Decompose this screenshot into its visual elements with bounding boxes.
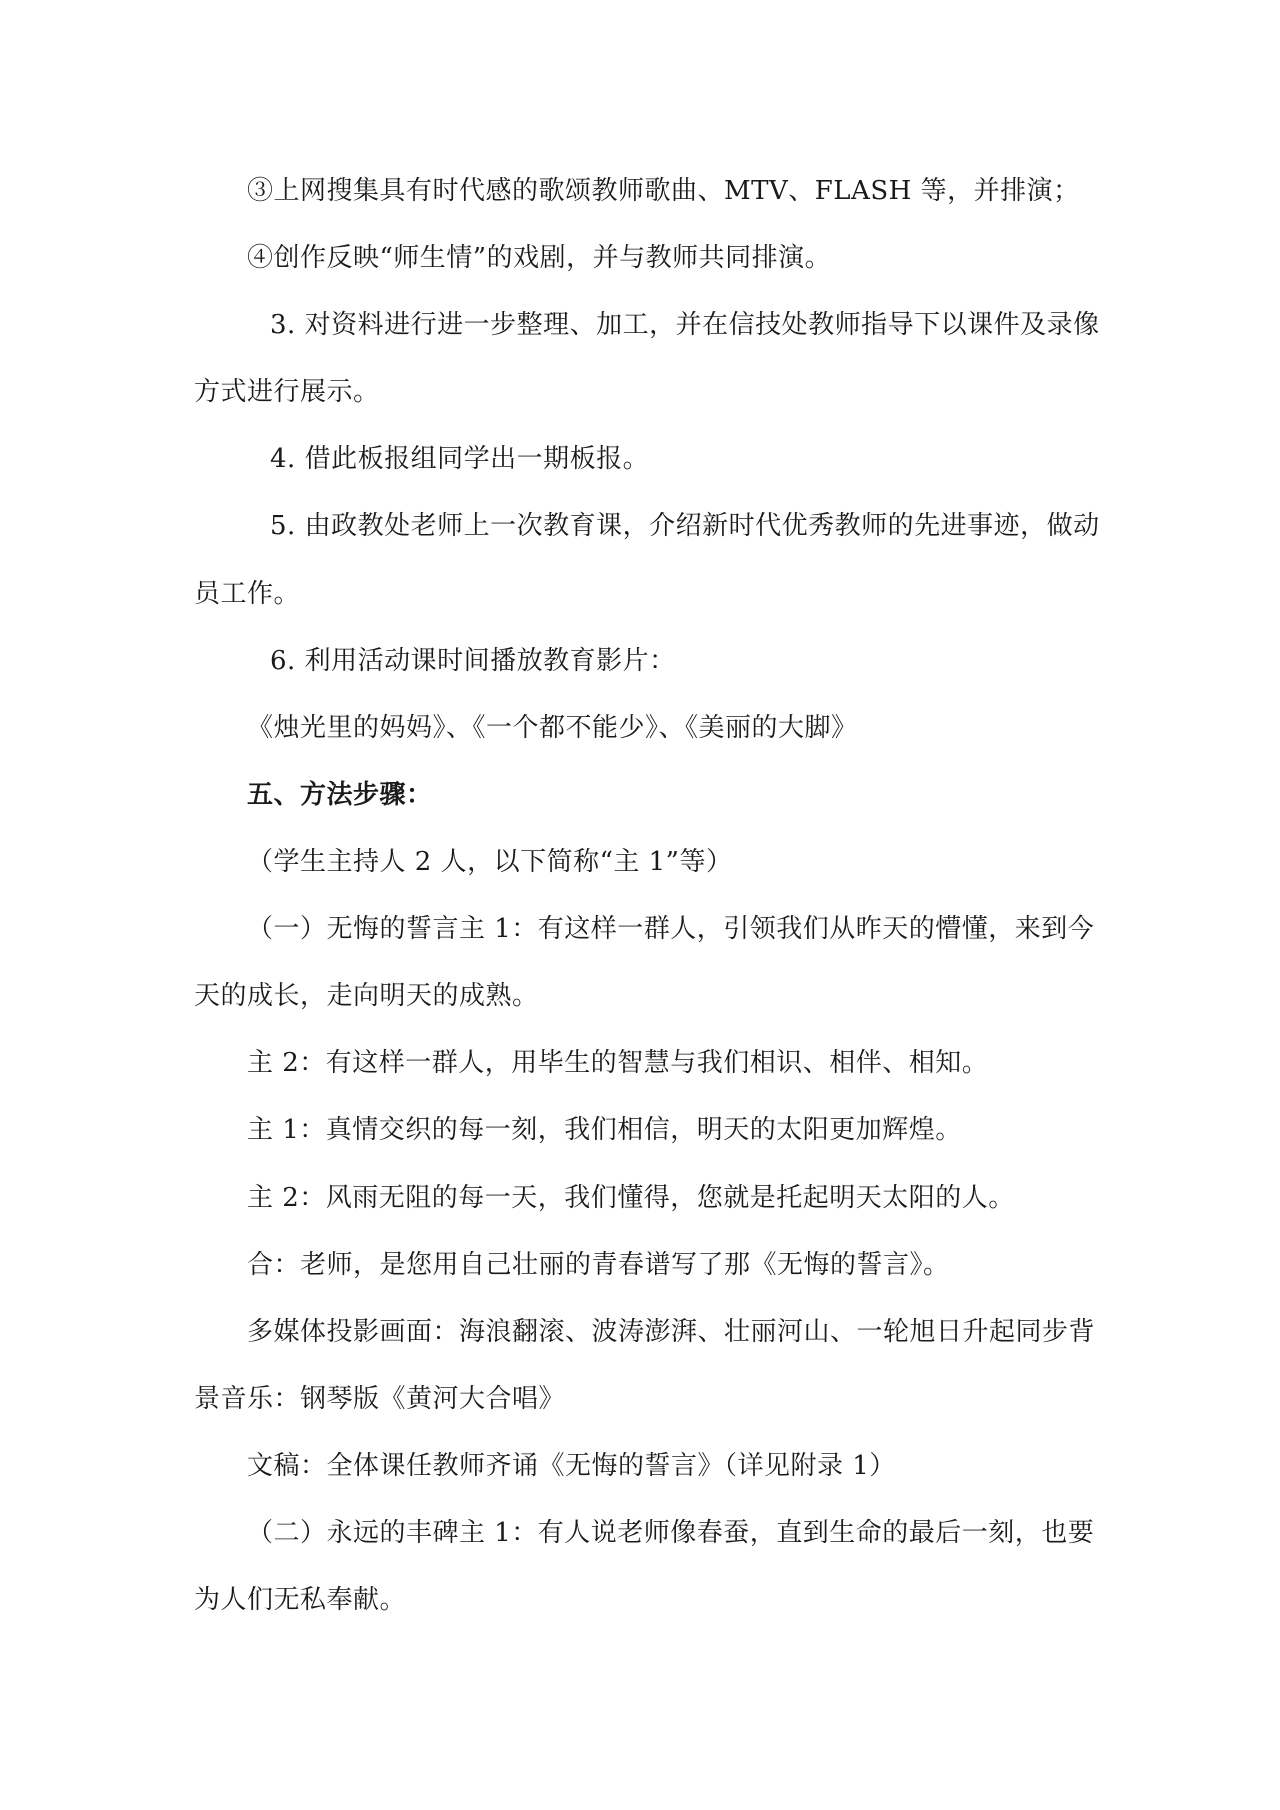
text-line: 6. 利用活动课时间播放教育影片： xyxy=(270,646,676,676)
text-line: 文稿：全体课任教师齐诵《无悔的誓言》（详见附录 1） xyxy=(247,1451,896,1481)
text-line: 5. 由政教处老师上一次教育课，介绍新时代优秀教师的先进事迹，做动 xyxy=(270,511,1100,541)
text-line: ④创作反映“师生情”的戏剧，并与教师共同排演。 xyxy=(247,243,832,273)
text-line: （一）无悔的誓言主 1：有这样一群人，引领我们从昨天的懵懂，来到今 xyxy=(247,914,1095,944)
text-line: 主 2：有这样一群人，用毕生的智慧与我们相识、相伴、相知。 xyxy=(247,1048,989,1078)
text-line: （二）永远的丰碑主 1：有人说老师像春蚕，直到生命的最后一刻，也要 xyxy=(247,1518,1095,1548)
text-line: 天的成长，走向明天的成熟。 xyxy=(194,981,539,1011)
text-line: 主 2：风雨无阻的每一天，我们懂得，您就是托起明天太阳的人。 xyxy=(247,1183,1015,1213)
film-list: 《烛光里的妈妈》、《一个都不能少》、《美丽的大脚》 xyxy=(247,713,858,743)
text-line: 合：老师，是您用自己壮丽的青春谱写了那《无悔的誓言》。 xyxy=(247,1250,950,1280)
text-line: 3. 对资料进行进一步整理、加工，并在信技处教师指导下以课件及录像 xyxy=(270,310,1100,340)
text-line: ③上网搜集具有时代感的歌颂教师歌曲、MTV、FLASH 等，并排演； xyxy=(247,176,1080,206)
text-line: 为人们无私奉献。 xyxy=(194,1585,407,1615)
text-line: 方式进行展示。 xyxy=(194,377,380,407)
text-line: （学生主持人 2 人，以下简称“主 1”等） xyxy=(247,847,733,877)
text-line: 主 1：真情交织的每一刻，我们相信，明天的太阳更加辉煌。 xyxy=(247,1115,962,1145)
text-line: 4. 借此板报组同学出一期板报。 xyxy=(270,444,650,474)
section-heading: 五、方法步骤： xyxy=(247,780,433,810)
text-line: 多媒体投影画面：海浪翻滚、波涛澎湃、壮丽河山、一轮旭日升起同步背 xyxy=(247,1317,1096,1347)
text-line: 员工作。 xyxy=(194,579,301,609)
text-line: 景音乐：钢琴版《黄河大合唱》 xyxy=(194,1384,566,1414)
